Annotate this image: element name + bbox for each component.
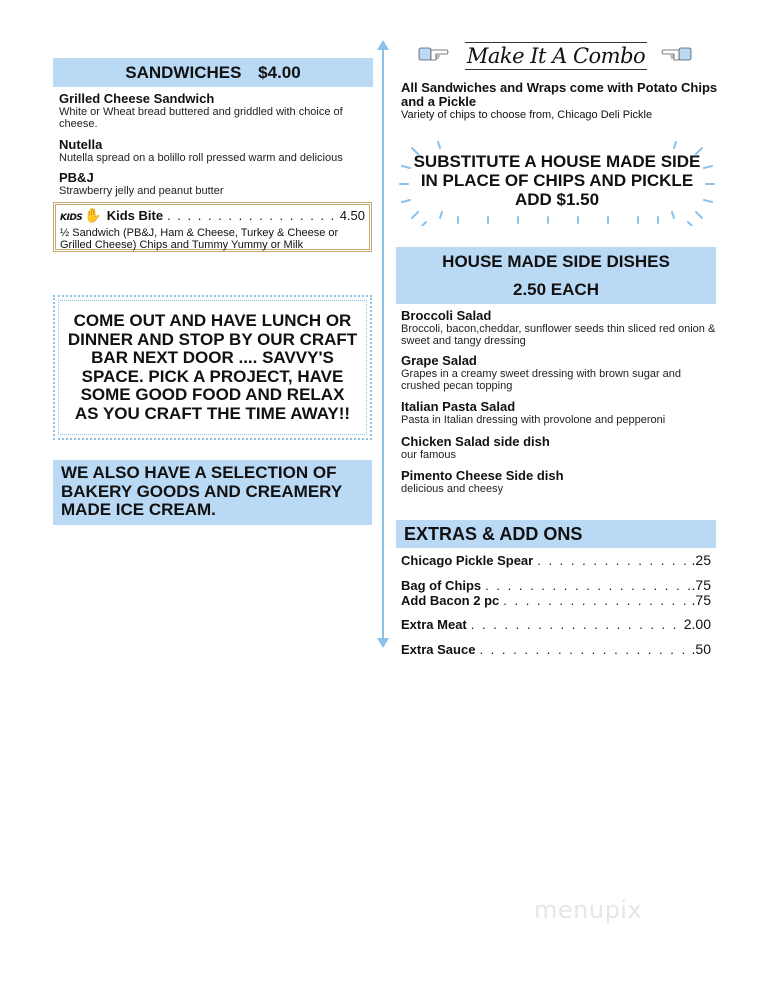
- side-dishes-header-price: 2.50 EACH: [513, 280, 599, 299]
- combo-title: Make It A Combo: [466, 44, 646, 68]
- extra-item-price: .50: [691, 641, 711, 657]
- dot-leader: [475, 642, 691, 657]
- side-item-pimento-cheese: [401, 468, 717, 495]
- side-item-grape-salad: [401, 353, 717, 392]
- extra-item-price: .25: [691, 552, 711, 568]
- kids-bite-price: 4.50: [339, 208, 365, 223]
- combo-description: All Sandwiches and Wraps come with Potato Chips and a Pickle: [401, 80, 718, 109]
- item-description: White or Wheat bread buttered and griddled with choice of cheese.: [59, 106, 343, 130]
- item-name: Broccoli Salad: [401, 308, 492, 323]
- menu-item-nutella: [59, 137, 369, 164]
- pointing-hand-left-icon: [660, 44, 692, 64]
- craft-bar-promo-inner: [58, 300, 367, 435]
- menu-item-grilled-cheese: [59, 91, 369, 130]
- combo-info: [401, 81, 721, 121]
- item-name: Nutella: [59, 137, 103, 152]
- item-name: Grilled Cheese Sandwich: [59, 91, 215, 106]
- item-description: Pasta in Italian dressing with provolone and pepperoni: [401, 414, 666, 426]
- sandwiches-header-title: SANDWICHES: [125, 63, 242, 82]
- item-name: PB&J: [59, 170, 94, 185]
- extra-item-price: 2.00: [683, 616, 711, 632]
- substitute-side-burst: [398, 140, 716, 226]
- extra-item-pickle-spear: [401, 553, 711, 568]
- column-divider: [382, 48, 384, 644]
- kids-bite-box: [53, 202, 372, 252]
- bakery-promo: WE ALSO HAVE A SELECTION OF BAKERY GOODS AND CREAMERY MADE ICE CREAM.: [53, 460, 372, 525]
- craft-bar-promo-text: COME OUT AND HAVE LUNCH OR DINNER AND STOP BY OUR CRAFT BAR NEXT DOOR .... SAVVY'S SPACE. PICK A PROJECT, HAVE SOME GOOD FOOD AND RELAX AS YOU CRAFT THE TIME AWAY!!: [67, 311, 358, 423]
- sandwiches-header-price: $4.00: [258, 63, 301, 82]
- extra-item-price: .75: [691, 592, 711, 608]
- kids-logo: KIDS: [60, 213, 83, 223]
- hand-icon: ✋: [84, 207, 102, 223]
- side-dishes-header-title: HOUSE MADE SIDE DISHES: [442, 252, 670, 271]
- sandwiches-header: [53, 58, 373, 87]
- dot-leader: [163, 208, 340, 223]
- side-item-chicken-salad: [401, 434, 717, 461]
- item-description: delicious and cheesy: [401, 483, 504, 495]
- dot-leader: [533, 553, 691, 568]
- extras-header: EXTRAS & ADD ONS: [396, 520, 716, 548]
- craft-bar-promo-box: [53, 295, 372, 440]
- kids-bite-line: [60, 208, 365, 226]
- extra-item-name: Chicago Pickle Spear: [401, 553, 534, 568]
- dot-leader: [499, 593, 691, 608]
- item-name: Chicken Salad side dish: [401, 434, 550, 449]
- item-name: Pimento Cheese Side dish: [401, 468, 564, 483]
- extra-item-extra-meat: [401, 617, 711, 632]
- extra-item-price: .75: [691, 577, 711, 593]
- side-item-broccoli-salad: [401, 308, 717, 347]
- extra-item-extra-sauce: [401, 642, 711, 657]
- extra-item-bag-of-chips: [401, 578, 711, 593]
- extra-item-add-bacon: [401, 593, 711, 608]
- kids-bite-name: Kids Bite: [106, 208, 164, 223]
- combo-title-box: [416, 38, 696, 74]
- item-description: Nutella spread on a bolillo roll pressed warm and delicious: [59, 152, 343, 164]
- combo-chips-note: Variety of chips to choose from, Chicago Deli Pickle: [401, 109, 653, 121]
- extra-item-name: Extra Meat: [401, 617, 467, 632]
- menupix-watermark: menupix: [534, 896, 643, 924]
- item-name: Grape Salad: [401, 353, 477, 368]
- menu-item-pbj: [59, 170, 369, 197]
- extra-item-name: Add Bacon 2 pc: [401, 593, 500, 608]
- item-description: Broccoli, bacon,cheddar, sunflower seeds thin sliced red onion & sweet and tangy dressing: [401, 323, 716, 347]
- item-description: Grapes in a creamy sweet dressing with brown sugar and crushed pecan topping: [401, 368, 682, 392]
- dot-leader: [467, 617, 684, 632]
- item-name: Italian Pasta Salad: [401, 399, 516, 414]
- side-dishes-header: [396, 247, 716, 304]
- substitute-side-text: SUBSTITUTE A HOUSE MADE SIDE IN PLACE OF CHIPS AND PICKLE ADD $1.50: [413, 152, 701, 209]
- extra-item-name: Extra Sauce: [401, 642, 476, 657]
- divider-arrow-down-icon: [377, 638, 389, 648]
- extra-item-name: Bag of Chips: [401, 578, 482, 593]
- item-description: our famous: [401, 449, 457, 461]
- dot-leader: [481, 578, 691, 593]
- item-description: Strawberry jelly and peanut butter: [59, 185, 224, 197]
- kids-bite-description: ½ Sandwich (PB&J, Ham & Cheese, Turkey & Cheese or Grilled Cheese) Chips and Tummy Yummy or Milk: [60, 227, 339, 251]
- side-item-italian-pasta-salad: [401, 399, 717, 426]
